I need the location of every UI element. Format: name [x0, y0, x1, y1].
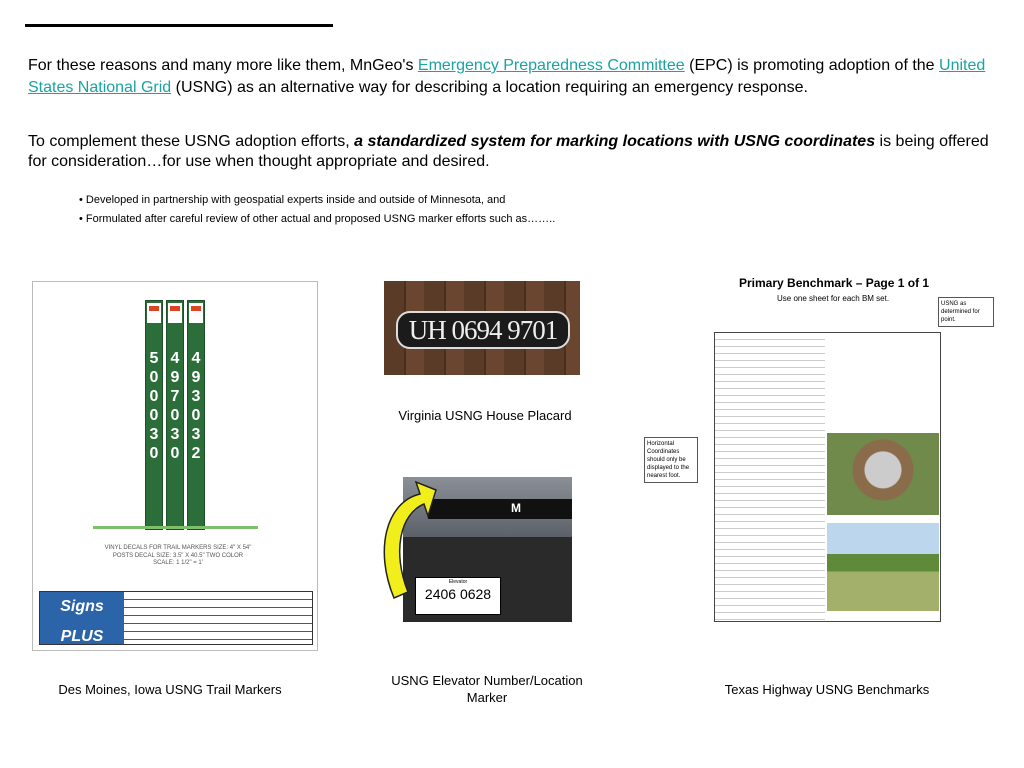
elevator-label: Elevator [448, 579, 468, 585]
benchmark-caption: Texas Highway USNG Benchmarks [724, 682, 930, 697]
trail-post-2 [166, 300, 184, 530]
intro-text-1: For these reasons and many more like them, MnGeo's [28, 57, 418, 74]
usng-callout: USNG as determined for point. [938, 297, 994, 327]
grass-line [93, 526, 258, 529]
post-1-digits: 5 0 0 0 3 0 [149, 350, 159, 462]
placard-plate: UH 0694 9701 [396, 311, 570, 349]
trail-caption: Des Moines, Iowa USNG Trail Markers [58, 682, 282, 697]
complement-text-1: To complement these USNG adoption efforts, [28, 133, 355, 150]
complement-emphasis: a standardized system for marking locations with USNG coordinates [354, 133, 876, 150]
complement-paragraph [28, 132, 993, 172]
title-block-grid [124, 592, 312, 644]
trail-post-1 [145, 300, 163, 530]
intro-paragraph [28, 55, 993, 99]
monument-photo [827, 433, 939, 515]
epc-link[interactable]: Emergency Preparedness Committee [417, 57, 685, 74]
elevator-sign-letter: M [511, 501, 521, 515]
title-block [39, 591, 313, 645]
area-photo [827, 523, 939, 611]
benchmark-form-fields [715, 333, 825, 621]
complement-text-2: is being offered for consideration…for use when thought appropriate and desired. [28, 133, 989, 170]
benchmark-subtitle: Use one sheet for each BM set. [777, 294, 890, 303]
elevator-number: 2406 0628 [424, 586, 492, 602]
elevator-canopy [428, 499, 572, 519]
post-3-digits: 4 9 3 0 3 2 [191, 350, 201, 462]
intro-text-3: (USNG) as an alternative way for describing a location requiring an emergency response. [171, 79, 808, 96]
placard-image [384, 281, 580, 375]
yellow-arrow-icon [376, 480, 448, 622]
coords-callout: Horizontal Coordinates should only be displayed to the nearest foot. [644, 437, 698, 483]
benchmark-image [644, 270, 999, 642]
signs-plus-logo: Signs PLUS [40, 592, 124, 644]
trail-post-3 [187, 300, 205, 530]
benchmark-title: Primary Benchmark – Page 1 of 1 [739, 276, 930, 290]
decal-notes: VINYL DECALS FOR TRAIL MARKERS SIZE: 4" X 54" POSTS DECAL SIZE: 3.5" X 40.5" TWO COLOR SCALE: 1 1/2" = 1' [104, 545, 252, 566]
bullet-1: • Developed in partnership with geospatial experts inside and outside of Minnesota, and [79, 194, 506, 206]
post-2-digits: 4 9 7 0 3 0 [170, 350, 180, 462]
top-rule [25, 24, 333, 27]
benchmark-form [714, 332, 941, 622]
intro-text-2: (EPC) is promoting adoption of the [684, 57, 940, 74]
trail-marker-image [32, 281, 318, 651]
usng-link[interactable]: United States National Grid [28, 57, 986, 96]
bullet-2: • Formulated after careful review of other actual and proposed USNG marker efforts such as…….. [79, 213, 556, 225]
placard-caption: Virginia USNG House Placard [398, 408, 572, 423]
elevator-caption: USNG Elevator Number/Location Marker [391, 673, 583, 705]
